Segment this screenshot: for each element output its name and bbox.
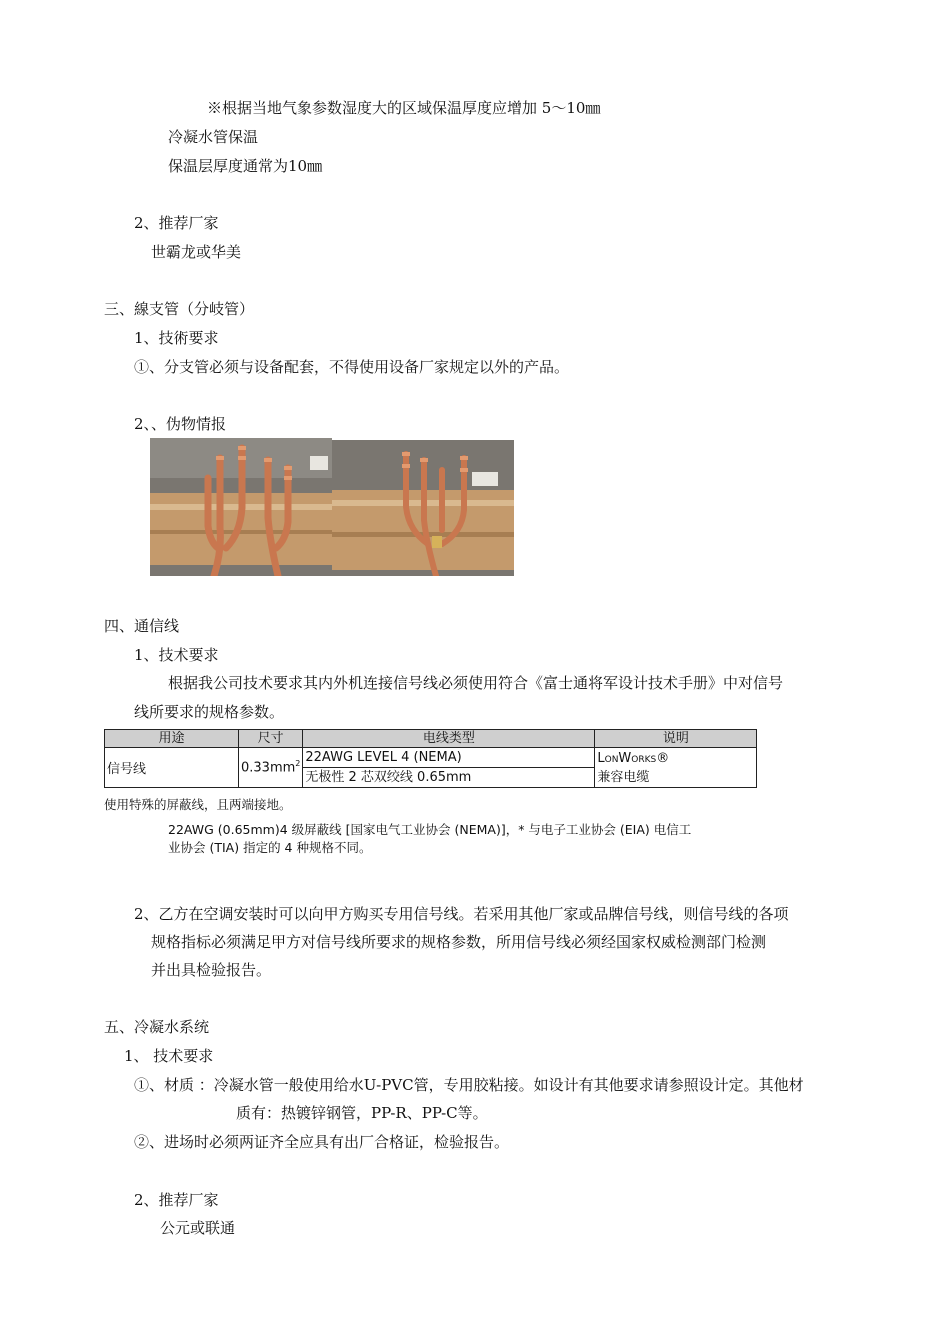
table-cell-usage: 信号线: [105, 748, 239, 788]
table-header-usage: 用途: [105, 730, 239, 748]
table-header-size: 尺寸: [239, 730, 303, 748]
section-5-vendors: 公元或联通: [160, 1219, 236, 1237]
section-4-item-2-line-1: 2、乙方在空调安装时可以向甲方购买专用信号线。若采用其他厂家或品牌信号线，则信号线的各项: [134, 905, 789, 923]
section-5-recommend-heading: 2、推荐厂家: [134, 1191, 219, 1209]
table-cell-description: [595, 748, 757, 788]
section-3-requirements: 1、技術要求: [134, 329, 219, 347]
section-5-requirements: 1、 技术要求: [124, 1047, 214, 1065]
description-line-2: 兼容电缆: [597, 769, 650, 785]
section-3-requirement-item-1: ①、分支管必须与设备配套，不得使用设备厂家规定以外的产品。: [134, 358, 570, 376]
branch-pipe-photo-1: [150, 438, 332, 576]
recommend-vendor-text: 世霸龙或华美: [151, 243, 242, 261]
condensate-insulation-heading: 冷凝水管保温: [168, 128, 259, 146]
table-row: [105, 748, 757, 788]
cable-type-line-2: 无极性 2 芯双绞线 0.65mm: [305, 770, 472, 785]
section-3-title: 三、線支管（分岐管）: [104, 300, 255, 318]
table-note-shielded: 使用特殊的屏蔽线，且两端接地。: [104, 797, 292, 812]
signal-cable-spec-table: [104, 729, 757, 788]
recommend-vendor-heading: 2、推荐厂家: [134, 214, 219, 232]
section-4-item-2-line-3: 并出具检验报告。: [151, 961, 272, 979]
section-5-item-1-line-2: 质有：热镀锌钢管，PP-R、PP-C等。: [236, 1104, 488, 1122]
table-note-spec-line-1: 22AWG (0.65mm)4 级屏蔽线 [国家电气工业协会 (NEMA)]，* 与电子工业协会 (EIA) 电信工: [168, 822, 692, 837]
section-5-item-2: ②、进场时必须两证齐全应具有出厂合格证，检验报告。: [134, 1133, 510, 1151]
table-header-description: 说明: [595, 730, 757, 748]
insulation-thickness-text: 保温层厚度通常为10㎜: [168, 157, 323, 175]
section-3-counterfeit-info: 2、、伪物情报: [134, 415, 227, 433]
table-header-cable-type: 电线类型: [303, 730, 595, 748]
section-4-paragraph-line-1: 根据我公司技术要求其内外机连接信号线必须使用符合《富士通将军设计技术手册》中对信号: [168, 674, 784, 692]
table-cell-cable-type: [303, 748, 595, 788]
section-5-item-1-line-1: ①、材质 ：冷凝水管一般使用给水U-PVC管，专用胶粘接。如设计有其他要求请参照设计定。其他材: [134, 1076, 804, 1094]
humidity-note: ※根据当地气象参数湿度大的区域保温厚度应增加 5～10㎜: [207, 99, 601, 117]
section-4-requirements: 1、技术要求: [134, 646, 219, 664]
section-4-item-2-line-2: 规格指标必须满足甲方对信号线所要求的规格参数，所用信号线必须经国家权威检测部门检测: [151, 933, 767, 951]
table-note-spec-line-2: 业协会 (TIA) 指定的 4 种规格不同。: [168, 840, 372, 855]
section-5-title: 五、冷凝水系统: [104, 1018, 210, 1036]
section-4-title: 四、通信线: [104, 617, 180, 635]
branch-pipe-photo-2: [332, 440, 514, 576]
description-line-1: LonWorks®: [597, 750, 670, 766]
table-cell-size: $0.33mm^2$: [239, 748, 303, 788]
section-4-paragraph-line-2: 线所要求的规格参数。: [134, 703, 285, 721]
cable-type-line-1: 22AWG LEVEL 4 (NEMA): [303, 748, 594, 768]
